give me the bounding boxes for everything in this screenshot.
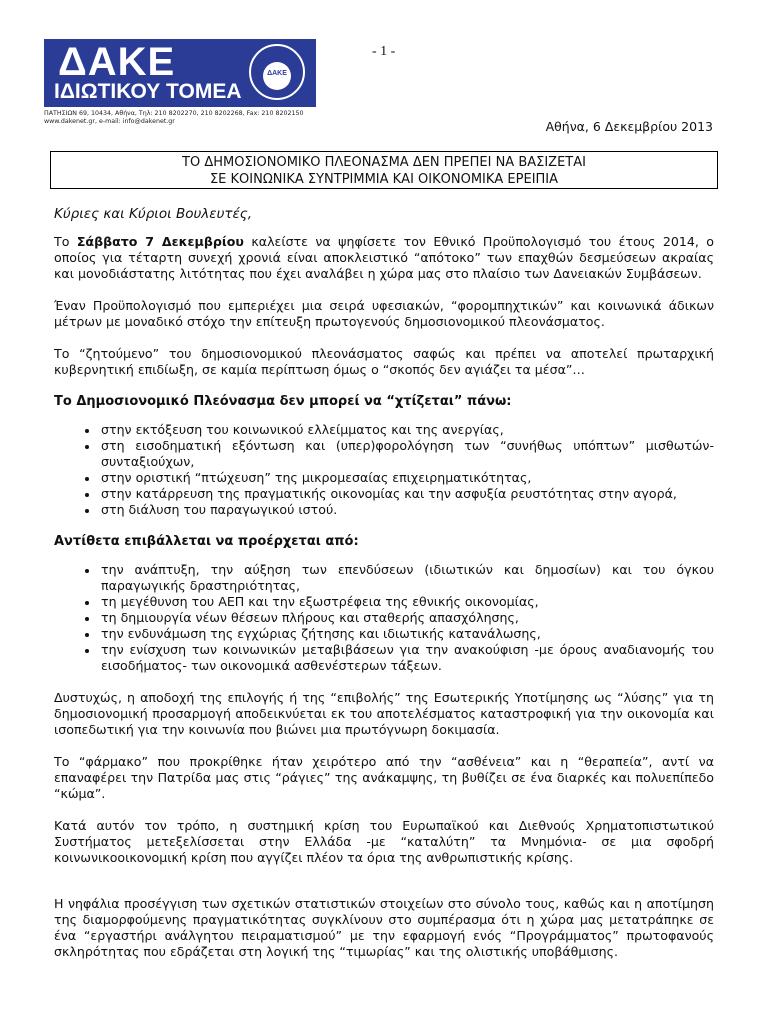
list-item: • τη μεγέθυνση του ΑΕΠ και την εξωστρέφεια της εθνικής οικονομίας, — [99, 594, 714, 610]
letter-date: Αθήνα, 6 Δεκεμβρίου 2013 — [545, 119, 713, 134]
list-item: • στην οριστική “πτώχευση” της μικρομεσαίας επιχειρηματικότητας, — [99, 470, 714, 486]
bullet-list-2 — [54, 562, 714, 674]
headline-line-2: ΣΕ ΚΟΙΝΩΝΙΚΑ ΣΥΝΤΡΙΜΜΙΑ ΚΑΙ ΟΙΚΟΝΟΜΙΚΑ ΕΡΕΙΠΙΑ — [209, 172, 559, 187]
list-item: • στη εισοδηματική εξόντωση και (υπερ)φορολόγηση των “συνήθως υπόπτων” μισθωτών-συνταξιούχων, — [99, 438, 714, 470]
seal-text: ΔΑΚΕ — [267, 70, 287, 77]
list-item: • στην κατάρρευση της πραγματικής οικονομίας και την ασφυξία ρευστότητας στην αγορά, — [99, 486, 714, 502]
page-number: - 1 - — [372, 44, 396, 59]
list-item: • την ανάπτυξη, την αύξηση των επενδύσεων (ιδιωτικών και δημοσίων) και του όγκου παραγωγικής δραστηριότητας, — [99, 562, 714, 594]
paragraph-7: Η νηφάλια προσέγγιση των σχετικών στατιστικών στοιχείων στο σύνολο τους, καθώς και η αποτίμηση της διαμορφούμενης πραγματικότητας συγκλίνουν στο συμπέρασμα ότι η χώρα μας μετατράπηκε σε ένα “εργαστήρι ανάλγητου πειραματισμού” με την εφαρμογή ενός “Προγράμματος” πρωτοφανούς σκληρότητας που εδράζεται στη λογική της “τιμωρίας” και της ολιστικής υποβάθμισης. — [54, 896, 714, 959]
logo-subtitle: ΙΔΙΩΤΙΚΟΥ ΤΟΜΕΑ — [54, 80, 242, 103]
section-heading-1: Το Δημοσιονομικό Πλεόνασμα δεν μπορεί να “χτίζεται” πάνω: — [54, 394, 512, 409]
list-item: • την ενίσχυση των κοινωνικών μεταβιβάσεων για την ανακούφιση -με όρους αναδιανομής του εισοδήματος- των οικονομικά ασθενέστερων τάξεων. — [99, 642, 714, 674]
letter-body — [54, 206, 714, 960]
list-item: • στη διάλυση του παραγωγικού ιστού. — [99, 502, 714, 518]
bullet-list-1 — [54, 422, 714, 518]
list-item: • τη δημιουργία νέων θέσεων πλήρους και σταθερής απασχόλησης, — [99, 610, 714, 626]
document-headline-box — [50, 151, 718, 189]
organization-logo — [44, 39, 316, 107]
letterhead-address — [44, 110, 374, 126]
logo-title: ΔΑΚΕ — [58, 40, 176, 84]
paragraph-5: Το “φάρμακο” που προκρίθηκε ήταν χειρότερο από την “ασθένεια” και η “θεραπεία”, αντί να επαναφέρει την Πατρίδα μας στις “ράγιες” της ανάκαμψης, τη βυθίζει σε ένα διαρκές και πολυεπίπεδο “κώμα”. — [54, 754, 714, 801]
paragraph-4: Δυστυχώς, η αποδοχή της επιλογής ή της “επιβολής” της Εσωτερικής Υποτίμησης ως “λύσης” για τη δημοσιονομική προσαρμογή αποδεικνύεται εκ του αποτελέσματος καταστροφική για την οικονομία και ισοπεδωτική για την κοινωνία που βιώνει μια πρωτόγνωρη δοκιμασία. — [54, 690, 714, 737]
paragraph-1: Το Σάββατο 7 Δεκεμβρίου καλείστε να ψηφίσετε τον Εθνικό Προϋπολογισμό του έτους 2014, ο οποίος για τέταρτη συνεχή χρονιά είναι αποκλειστικό “απότοκο” των επαχθών δεσμεύσεων ακραίας και μονοδιάστατης λιτότητας που έχει αναλάβει η χώρα μας στο πλαίσιο των Δανειακών Συμβάσεων. — [54, 234, 715, 281]
seal-emblem-icon — [249, 44, 305, 100]
web-email-line: www.dakenet.gr, e-mail: info@dakenet.gr — [44, 118, 175, 125]
section-heading-2: Αντίθετα επιβάλλεται να προέρχεται από: — [54, 534, 359, 549]
salutation: Κύριες και Κύριοι Βουλευτές, — [54, 206, 253, 222]
paragraph-6: Κατά αυτόν τον τρόπο, η συστημική κρίση του Ευρωπαϊκού και Διεθνούς Χρηματοπιστωτικού Συστήματος μετεξελίσσεται στην Ελλάδα -με “καταλύτη” τα Μνημόνια- σε μια σφοδρή κοινωνικοοικονομική κρίση που αγγίζει πλέον τα όρια της ανθρωπιστικής κρίσης. — [54, 818, 714, 865]
list-item: • στην εκτόξευση του κοινωνικού ελλείμματος και της ανεργίας, — [99, 422, 714, 438]
list-item: • την ενδυνάμωση της εγχώριας ζήτησης και ιδιωτικής κατανάλωσης, — [99, 626, 714, 642]
highlight-date: Σάββατο 7 Δεκεμβρίου — [76, 234, 244, 249]
headline-line-1: ΤΟ ΔΗΜΟΣΙΟΝΟΜΙΚΟ ΠΛΕΟΝΑΣΜΑ ΔΕΝ ΠΡΕΠΕΙ ΝΑ ΒΑΣΙΖΕΤΑΙ — [182, 155, 586, 170]
paragraph-3: Το “ζητούμενο” του δημοσιονομικού πλεονάσματος σαφώς και πρέπει να αποτελεί πρωταρχική κυβερνητική επιδίωξη, σε καμία περίπτωση όμως ο “σκοπός δεν αγιάζει τα μέσα”… — [54, 346, 714, 377]
address-line: ΠΑΤΗΣΙΩΝ 69, 10434, Αθήνα, Τηλ: 210 8202270, 210 8202268, Fax: 210 8202150 — [44, 110, 304, 117]
paragraph-2: Έναν Προϋπολογισμό που εμπεριέχει μια σειρά υφεσιακών, “φορομπηχτικών” και κοινωνικά άδικων μέτρων με μοναδικό στόχο την επίτευξη πρωτογενούς δημοσιονομικού πλεονάσματος. — [54, 298, 714, 329]
